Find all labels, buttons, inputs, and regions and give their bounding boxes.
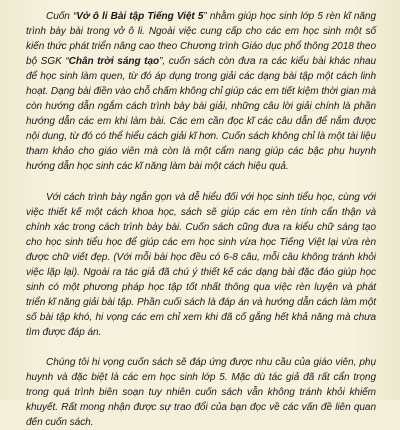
- book-title: Vở ô li Bài tập Tiếng Việt 5: [76, 11, 204, 22]
- intro-paragraph: [26, 9, 376, 175]
- closing-paragraph: [26, 355, 376, 430]
- paragraph-spacer: [26, 175, 376, 190]
- paragraph-text: Chúng tôi hi vọng cuốn sách sẽ đáp ứng được nhu cầu của giáo viên, phụ huynh và đặc biệt là các em học sinh lớp 5. Mặc dù tác giả đã rất cẩn trọng trong quá trình biên soạn tuy nhiên cuốn sách vẫn không tránh khỏi khiếm khuyết. Rất mong nhận được sự trao đổi của bạn đọc về các vấn đề liên quan đến cuốn sách.: [26, 356, 376, 429]
- paragraph-text: Với cách trình bày ngắn gọn và dễ hiểu đối với học sinh tiểu học, cùng với việc thiết kế một cách khoa học, sách sẽ giúp các em rèn tính cẩn thận và chính xác trong cách trình bày bài. Cuốn sách cũng đưa ra kiểu chữ sáng tạo cho học sinh tiểu học để giúp các em học sinh vừa học Tiếng Việt lại vừa rèn được chữ viết đẹp. (Với mỗi bài học đều có 6-8 câu, mỗi câu không tránh khỏi việc lặp lại). Ngoài ra tác giả đã chú ý thiết kế các dạng bài đặc đáo giúp học sinh có một phương pháp học tập tốt nhất thông qua việc rèn luyện và phát triển kĩ năng giải bài tập. Phần cuối sách là đáp án và hướng dẫn cách làm một số bài tập khó, hi vọng các em chỉ xem khi đã cố gắng hết khả năng mà chưa tìm được đáp án.: [26, 191, 376, 338]
- body-paragraph: [26, 190, 376, 340]
- paragraph-text: Cuốn “: [46, 11, 77, 22]
- paragraph-text: ”, cuốn sách còn đưa ra các kiểu bài khác nhau để học sinh làm quen, từ đó áp dụng trong giải các dạng bài tập một cách linh hoạt. Dạng bài điền vào chỗ chấm không chỉ giúp các em tiết kiệm thời gian mà còn hướng dẫn ngắm cách trình bày bài giải, những câu lời giải chính là phần hướng dẫn các em khi làm bài. Các em cần đọc kĩ các câu dẫn để nắm được nội dung, từ đó có thể hiểu cách giải kĩ hơn. Cuốn sách không chỉ là một tài liệu tham khảo cho giáo viên mà còn là một cẩm nang giúp các bậc phụ huynh hướng dẫn học sinh các kĩ năng làm bài một cách hiệu quả.: [26, 56, 377, 173]
- textbook-series-name: Chân trời sáng tạo: [68, 56, 160, 68]
- paragraph-text: ” nhằm giúp học sinh lớp 5 rèn kĩ năng trình bày bài trong vở ô li. Ngoài việc cung cấp cho các em học sinh một số kiến thức phát triển nâng cao theo Chương trình Giáo dục phổ thông 2018 theo bộ SGK “: [26, 11, 376, 68]
- paragraph-spacer: [26, 340, 376, 355]
